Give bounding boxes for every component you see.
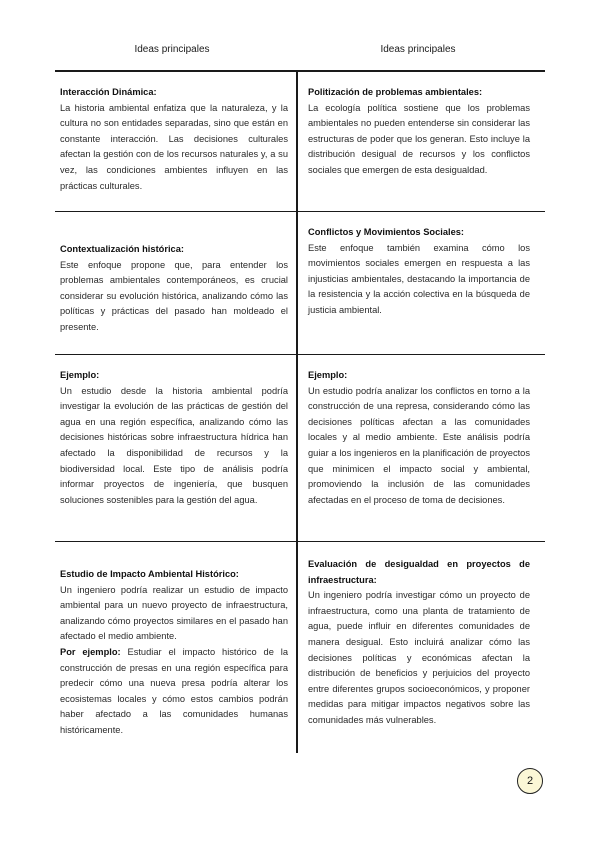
row-divider-1: [55, 211, 545, 212]
cell-body: Este enfoque también examina cómo los movimientos sociales emergen en respuesta a las injusticias ambientales, destacando la importancia de la resistencia y la acción colectiva en la búsqueda de justicia ambiental.: [308, 242, 530, 315]
cell-ejemplo-right: [308, 368, 530, 508]
cell-body: Un ingeniero podría realizar un estudio de impacto ambiental para un nuevo proyecto de infraestructura, analizando cómo proyectos similares en el pasado han afectado el medio ambiente.: [60, 584, 288, 642]
cell-title: Evaluación de desigualdad en proyectos de infraestructura:: [308, 559, 530, 585]
cell-title: Politización de problemas ambientales:: [308, 87, 483, 97]
example-label: Por ejemplo:: [60, 646, 121, 657]
cell-title: Estudio de Impacto Ambiental Histórico:: [60, 569, 239, 579]
cell-body: Este enfoque propone que, para entender los problemas ambientales contemporáneos, es crucial considerar su evolución histórica, analizando cómo las políticas y prácticas del pasado han moldeado el presente.: [60, 259, 288, 332]
cell-politizacion: [308, 85, 530, 179]
cell-contextualizacion: [60, 242, 288, 336]
cell-interaccion-dinamica: [60, 85, 288, 194]
cell-evaluacion-desigualdad: [308, 557, 530, 729]
cell-title: Conflictos y Movimientos Sociales:: [308, 227, 465, 237]
table-column-divider: [296, 70, 298, 753]
cell-title: Ejemplo:: [308, 370, 348, 380]
cell-title: Ejemplo:: [60, 370, 100, 380]
cell-body: Un estudio desde la historia ambiental podría investigar la evolución de las prácticas de gestión del agua en una región específica, analizando cómo las decisiones históricas sobre infraestructura hídrica han afectado la disponibilidad de recursos y la biodiversidad local. Este tipo de análisis podría informar proyectos de ingeniería, que busquen soluciones sostenibles para la gestión del agua.: [60, 385, 288, 505]
cell-body: Un estudio podría analizar los conflictos en torno a la construcción de una represa, considerando cómo las decisiones políticas afectan a las comunidades locales y al medio ambiente. Este análisis podría guiar a los ingenieros en la planificación de proyectos que minimicen el impacto social y ambiental, promoviendo la inclusión de las comunidades afectadas en el proceso de toma de decisiones.: [308, 385, 530, 505]
cell-body: La ecología política sostiene que los problemas ambientales no pueden entenderse sin considerar las estructuras de poder que los generan. Esto incluye la distribución desigual de recursos y los conflictos sociales que emergen de esta desigualdad.: [308, 102, 530, 175]
row-divider-3: [55, 541, 545, 542]
page-number-badge: 2: [517, 768, 543, 794]
cell-body: La historia ambiental enfatiza que la naturaleza, y la cultura no son entidades separadas, sino que están en constante interacción. Las decisiones culturales afectan la gestión con de los recursos naturales y, a su vez, las condiciones ambientes influyen en las prácticas culturales.: [60, 102, 288, 191]
cell-title: Contextualización histórica:: [60, 244, 184, 254]
column-header-right: Ideas principales: [380, 44, 456, 55]
cell-estudio-impacto: [60, 567, 288, 739]
cell-example: [60, 645, 288, 739]
example-body: Estudiar el impacto histórico de la construcción de presas en una región específica para predecir cómo una nueva presa podría alterar los ecosistemas locales y cómo estos cambios podrán haber afectado a las comunidades humanas históricamente.: [60, 646, 288, 735]
cell-conflictos: [308, 225, 530, 319]
table-top-rule: [55, 70, 545, 72]
column-header-left: Ideas principales: [134, 44, 210, 55]
cell-ejemplo-left: [60, 368, 288, 508]
cell-title: Interacción Dinámica:: [60, 87, 157, 97]
row-divider-2: [55, 354, 545, 355]
cell-body: Un ingeniero podría investigar cómo un proyecto de infraestructura, como una planta de tratamiento de agua, puede influir en diferentes comunidades de manera desigual. Esto incluirá analizar cómo las decisiones políticas y económicas afectan la distribución de beneficios y perjuicios del proyecto entre diferentes grupos socioeconómicos, y proponer medidas para mitigar impactos negativos sobre las comunidades más vulnerables.: [308, 590, 530, 725]
